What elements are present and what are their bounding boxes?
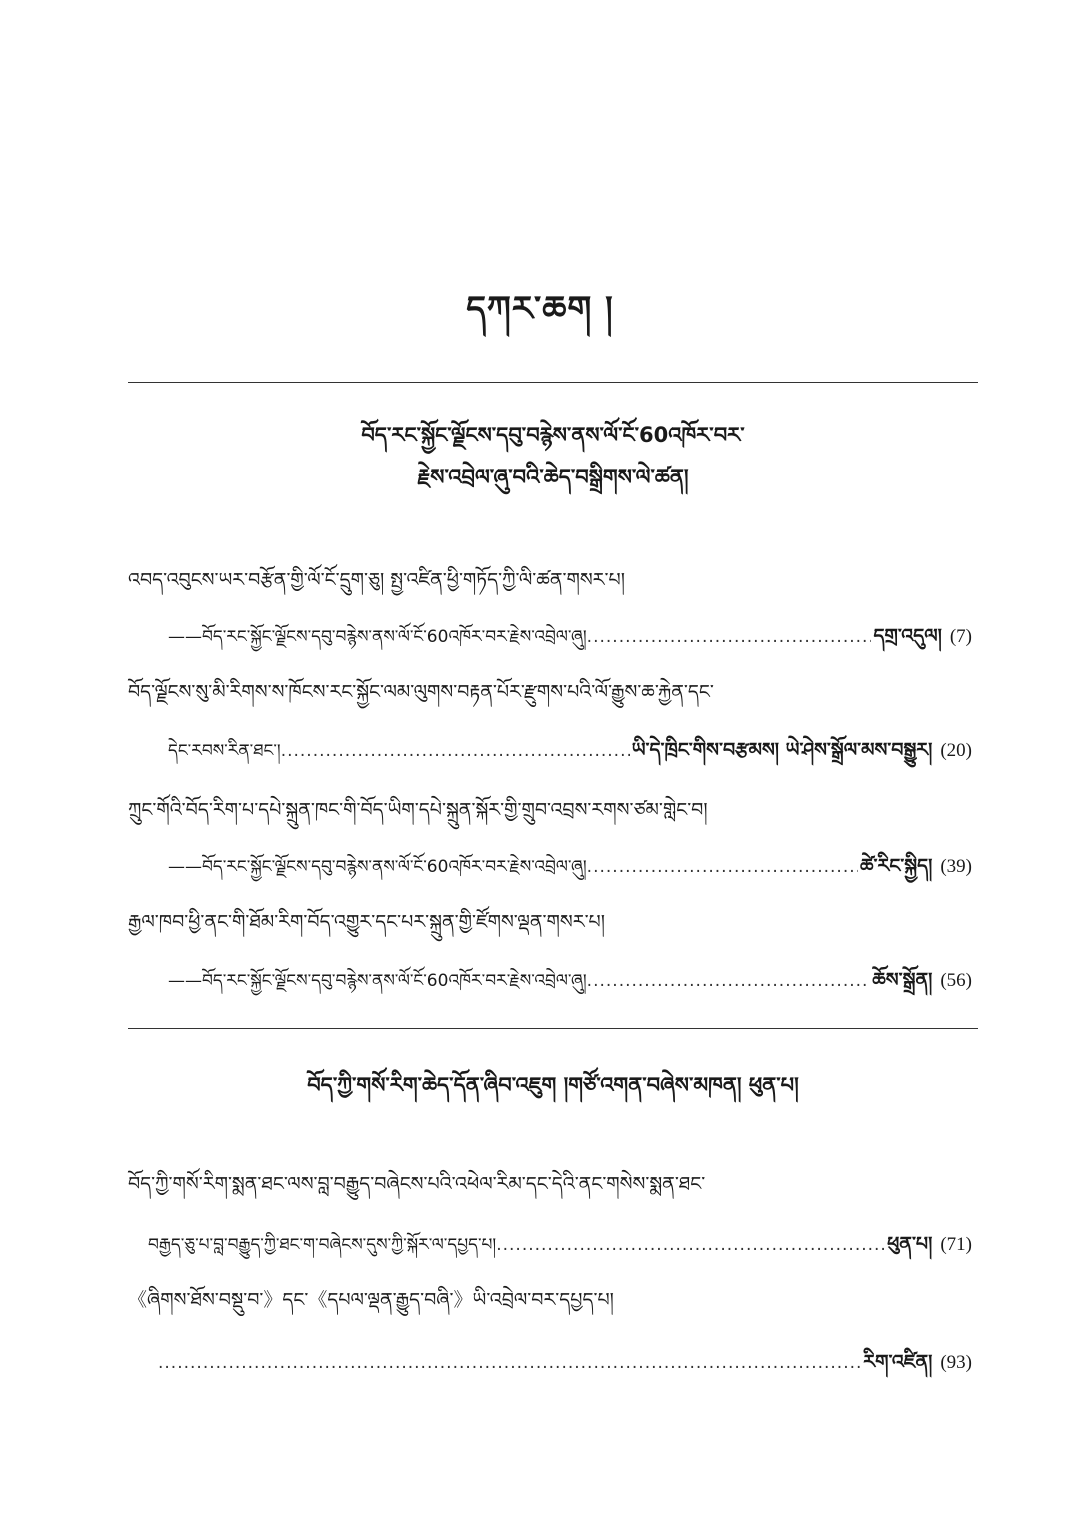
entry-page-number: (39) xyxy=(940,856,972,877)
dot-leader xyxy=(281,741,630,761)
dot-leader xyxy=(587,857,858,877)
toc-entry-line[interactable] xyxy=(168,614,972,668)
entry-page-number: (7) xyxy=(949,626,972,647)
middle-divider xyxy=(128,1028,978,1029)
toc-entry-title: འབད་འབུངས་ཡར་བརྩོན་གྱི་ལོ་ངོ་དྲུག་ཅུ། སྤྱ་འཛིན་ཕྱི་གཏོད་ཀྱི་ལི་ཚན་གསར་པ། xyxy=(128,569,625,591)
dot-leader xyxy=(587,971,871,991)
section-heading-line1: བོད་རང་སྐྱོང་ལྗོངས་དབུ་བརྙེས་ནས་ལོ་ངོ་60འཁོར་བར་ xyxy=(361,423,745,447)
toc-entry-title: 《ཞིགས་ཐོས་བསྡུ་བ་》དང་《དཔལ་ལྡན་རྒྱུད་བཞི་》ཡི་འབྲེལ་བར་དཔྱད་པ། xyxy=(128,1289,614,1311)
entry-page-number: (71) xyxy=(940,1234,972,1255)
toc-entry-line[interactable] xyxy=(168,958,972,1012)
entry-page-number: (93) xyxy=(940,1352,972,1373)
entry-author: ཡི་དེ་ཁྲིང་གིས་བརྩམས། ཡེ་ཤེས་སྒྲོལ་མས་བསྒྱུར། xyxy=(631,739,933,761)
section-heading xyxy=(128,1064,978,1106)
entry-subtitle: ——བོད་རང་སྐྱོང་ལྗོངས་དབུ་བརྙེས་ནས་ལོ་ངོ་60འཁོར་བར་རྗེས་འབྲེལ་ཞུ། xyxy=(168,627,587,647)
entry-author: དགྲ་འདུལ། xyxy=(873,625,942,647)
entry-subtitle: ——བོད་རང་སྐྱོང་ལྗོངས་དབུ་བརྙེས་ནས་ལོ་ངོ་60འཁོར་བར་རྗེས་འབྲེལ་ཞུ། xyxy=(168,971,587,991)
dot-leader xyxy=(587,627,872,647)
top-divider xyxy=(128,382,978,383)
entry-subtitle: བརྒྱད་ཅུ་པ་བླ་བརྒྱུད་ཀྱི་ཐང་ག་བཞེངས་དུས་ཀྱི་སྐོར་ལ་དཔྱད་པ། xyxy=(148,1235,497,1255)
toc-entry-title: ཀྲུང་གོའི་བོད་རིག་པ་དཔེ་སྐྲུན་ཁང་གི་བོད་ཡིག་དཔེ་སྐྲུན་སྐོར་གྱི་གྲུབ་འབྲས་རགས་ཙམ་གླེང་བ། xyxy=(128,799,708,821)
toc-entry-title: བོད་ལྗོངས་སུ་མི་རིགས་ས་ཁོངས་རང་སྐྱོང་ལམ་ལུགས་བརྟན་པོར་རྫུགས་པའི་ལོ་རྒྱུས་ཆ་རྐྱེན་དང་ xyxy=(128,681,714,703)
entry-subtitle: ——བོད་རང་སྐྱོང་ལྗོངས་དབུ་བརྙེས་ནས་ལོ་ངོ་60འཁོར་བར་རྗེས་འབྲེལ་ཞུ། xyxy=(168,857,587,877)
section-heading-line1: བོད་ཀྱི་གསོ་རིག་ཆེད་དོན་ཞིབ་འཇུག །གཙོ་འགན་བཞེས་མཁན། ཕུན་པ། xyxy=(307,1073,799,1097)
section-heading xyxy=(128,414,978,498)
entry-author: ཕུན་པ། xyxy=(887,1233,933,1255)
section-heading-line2: རྗེས་འབྲེལ་ཞུ་བའི་ཆེད་བསྒྲིགས་ལེ་ཚན། xyxy=(417,465,689,489)
entry-author: ཚེ་རིང་སྐྱིད། xyxy=(859,855,933,877)
toc-entry-title: རྒྱལ་ཁབ་ཕྱི་ནང་གི་ཐོམ་རིག་བོད་འགྱུར་དང་པར་སྐྲུན་གྱི་ཛོགས་ལྡན་གསར་པ། xyxy=(128,911,605,933)
toc-entry-line[interactable] xyxy=(158,1340,972,1394)
entry-page-number: (56) xyxy=(940,970,972,991)
toc-entry-title: བོད་ཀྱི་གསོ་རིག་སྨན་ཐང་ལས་བླ་བརྒྱུད་བཞེངས་པའི་འཕེལ་རིམ་དང་དེའི་ནང་གསེས་སྨན་ཐང་ xyxy=(128,1173,706,1195)
toc-entry-line[interactable] xyxy=(168,844,972,898)
entry-page-number: (20) xyxy=(940,740,972,761)
entry-author: ཆོས་སྒྲོན། xyxy=(872,969,933,991)
entry-subtitle: དེང་རབས་རིན་ཐང་། xyxy=(168,741,281,761)
toc-entry-line[interactable] xyxy=(168,728,972,782)
toc-entry-line[interactable] xyxy=(148,1222,972,1276)
page-title: དཀར་ཆག ། xyxy=(466,289,614,329)
dot-leader xyxy=(496,1235,885,1255)
dot-leader xyxy=(158,1353,861,1373)
entry-author: རིག་འཛིན། xyxy=(863,1351,933,1373)
